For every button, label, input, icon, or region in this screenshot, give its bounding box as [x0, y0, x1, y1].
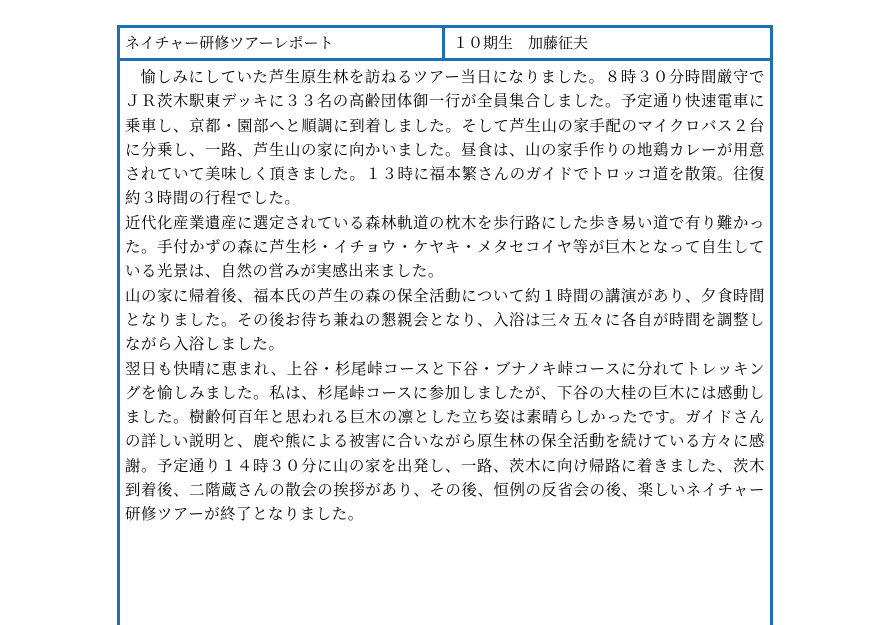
report-table	[117, 25, 773, 625]
report-header-row	[120, 28, 770, 61]
report-paragraph-1: 愉しみにしていた芦生原生林を訪ねるツアー当日になりました。８時３０分時間厳守でＪＲ茨木駅東デッキに３３名の高齢団体御一行が全員集合しました。予定通り快速電車に乗車し、京都・園部へと順調に到着しました。そして芦生山の家手配のマイクロバス２台に分乗し、一路、芦生山の家に向かいました。昼食は、山の家手作りの地鶏カレーが用意されていて美味しく頂きました。１３時に福本繁さんのガイドでトロッコ道を散策。往復約３時間の行程でした。	[125, 68, 765, 208]
report-paragraph-3: 山の家に帰着後、福本氏の芦生の森の保全活動について約１時間の講演があり、夕食時間となりました。その後お待ち兼ねの懇親会となり、入浴は三々五々に各自が時間を調整しながら入浴しました。	[125, 286, 765, 354]
report-body	[120, 61, 770, 527]
report-paragraph-4: 翌日も快晴に恵まれ、上谷・杉尾峠コースと下谷・ブナノキ峠コースに分れてトレッキングを愉しみました。私は、杉尾峠コースに参加しましたが、下谷の大桂の巨木には感動しました。樹齢何百年と思われる巨木の凛とした立ち姿は素晴らしかったです。ガイドさんの詳しい説明と、鹿や熊による被害に合いながら原生林の保全活動を続けている方々に感謝。予定通り１４時３０分に山の家を出発し、一路、茨木に向け帰路に着きました、茨木到着後、二階蔵さんの散会の挨拶があり、その後、恒例の反省会の後、楽しいネイチャー研修ツアーが終了となりました。	[125, 359, 766, 524]
report-paragraph-2: 近代化産業遺産に選定されている森林軌道の枕木を歩行路にした歩き易い道で有り難かった。手付かずの森に芦生杉・イチョウ・ケヤキ・メタセコイヤ等が巨木となって自生している光景は、自然の営みが実感出来ました。	[125, 213, 766, 281]
report-author: １０期生 加藤征夫	[453, 34, 589, 52]
report-title: ネイチャー研修ツアーレポート	[120, 28, 445, 58]
